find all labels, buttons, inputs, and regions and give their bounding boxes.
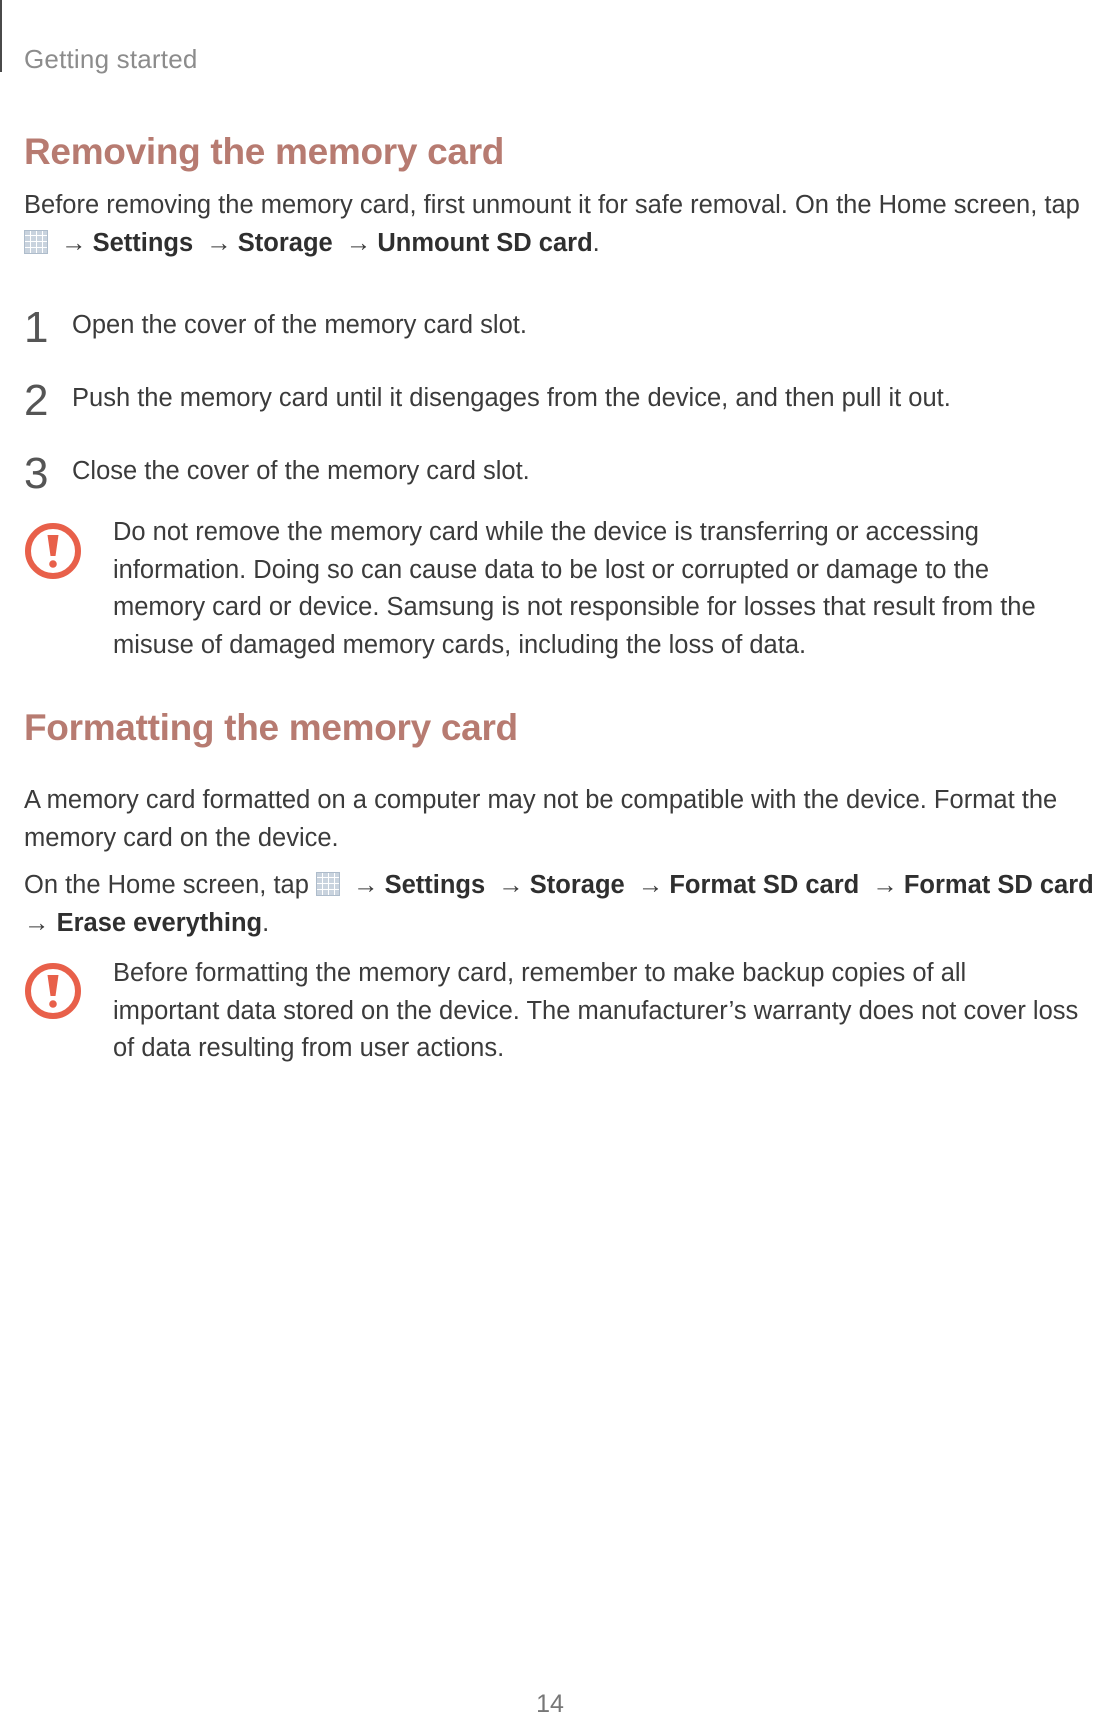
warning-format bbox=[113, 955, 1079, 1068]
arrow: → bbox=[206, 229, 232, 257]
warning-line: misuse of damaged memory cards, including the loss of data. bbox=[113, 630, 807, 659]
step-number: 1 bbox=[24, 303, 49, 352]
remove-intro bbox=[24, 186, 1080, 262]
step-number: 2 bbox=[24, 376, 49, 425]
warning-line: of data resulting from user actions. bbox=[113, 1034, 505, 1062]
warning-line: important data stored on the device. The manufacturer’s warranty does not cover loss bbox=[113, 996, 1079, 1025]
path-settings: Settings bbox=[92, 229, 194, 257]
step-text: Close the cover of the memory card slot. bbox=[72, 457, 530, 485]
arrow: → bbox=[353, 871, 379, 899]
path-unmount: Unmount SD card bbox=[377, 229, 593, 257]
arrow: → bbox=[24, 909, 50, 937]
running-head: Getting started bbox=[24, 44, 198, 74]
path-storage: Storage bbox=[237, 229, 333, 257]
step-text: Push the memory card until it disengages from the device, and then pull it out. bbox=[72, 384, 951, 412]
path-storage: Storage bbox=[529, 871, 625, 899]
arrow: → bbox=[345, 229, 372, 257]
step-number: 3 bbox=[24, 449, 49, 498]
page-number: 14 bbox=[536, 1690, 564, 1718]
arrow: → bbox=[498, 871, 524, 899]
warning-line: information. Doing so can cause data to be lost or corrupted or damage to the bbox=[113, 555, 990, 584]
format-intro bbox=[24, 781, 1070, 857]
warning-line: memory card or device. Samsung is not responsible for losses that result from the bbox=[113, 593, 1036, 621]
step-text: Open the cover of the memory card slot. bbox=[72, 311, 527, 339]
remove-intro-line1: Before removing the memory card, first unmount it for safe removal. On the Home screen, tap bbox=[24, 191, 1080, 219]
remove-path bbox=[24, 224, 1070, 262]
page-edge-rule bbox=[0, 0, 2, 72]
format-path bbox=[24, 866, 1094, 942]
caution-icon bbox=[24, 522, 82, 580]
section-title-removing: Removing the memory card bbox=[24, 131, 505, 172]
format-path-line2 bbox=[24, 904, 1070, 942]
path-prefix: On the Home screen, tap bbox=[24, 871, 309, 899]
format-intro-line2: memory card on the device. bbox=[24, 824, 339, 852]
path-end: . bbox=[262, 909, 270, 937]
caution-icon bbox=[24, 962, 82, 1020]
path-erase-everything: Erase everything bbox=[56, 909, 263, 937]
step-2 bbox=[24, 376, 1064, 426]
format-path-line1 bbox=[24, 866, 1094, 904]
warning-remove bbox=[113, 514, 1073, 664]
apps-grid-icon bbox=[316, 872, 340, 896]
path-format-sd-card-confirm: Format SD card bbox=[903, 871, 1094, 899]
path-format-sd-card: Format SD card bbox=[669, 871, 860, 899]
arrow: → bbox=[61, 229, 87, 257]
apps-grid-icon bbox=[24, 230, 48, 254]
warning-line: Before formatting the memory card, remember to make backup copies of all bbox=[113, 959, 967, 987]
step-3 bbox=[24, 449, 1064, 499]
arrow: → bbox=[872, 871, 898, 899]
section-title-formatting: Formatting the memory card bbox=[24, 707, 518, 748]
warning-line: Do not remove the memory card while the device is transferring or accessing bbox=[113, 518, 979, 546]
path-end: . bbox=[592, 229, 600, 257]
path-settings: Settings bbox=[384, 871, 486, 899]
step-1 bbox=[24, 303, 1064, 353]
arrow: → bbox=[637, 871, 664, 899]
format-intro-line1: A memory card formatted on a computer may not be compatible with the device. Format the bbox=[24, 786, 1058, 814]
